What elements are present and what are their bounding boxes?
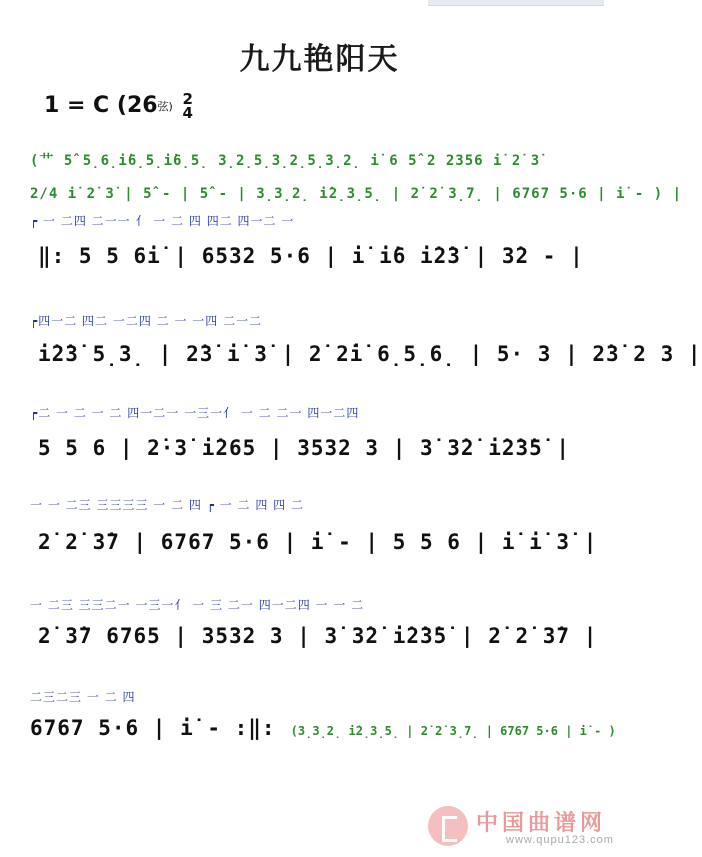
fingering-row-5: 一 二三 三三二一 一三一⺅ 一 三 二一 四一二四 一 一 二 — [30, 598, 365, 612]
strings-label: 弦) — [157, 100, 173, 113]
notes-row-2: i̇2̇3̇ 5̣3̣ | 2̇3̇ i̇ 3̇ | 2̇ 2̇i̇ 6̣5̣6̣ | 5· 3 | 2̇3̇ 2 3 | — [38, 342, 702, 366]
notes-row-5: 2̇ 3̇7 6765 | 3532 3 | 3̇ 3̇2̇ i̇2̇3̇5̇ | 2̇ 2̇ 3̇7 | — [38, 624, 598, 648]
time-signature — [183, 92, 193, 120]
intro-line-1: (艹 5̂ 5̣6̣i̇6̣5̣i̇6̣5̣ 3̣2̣5̣3̣2̣5̣3̣2̣ i̇ 6 5̂ 2 2356 i̇ 2̇ 3̇ — [30, 153, 541, 169]
notes-row-3: 5 5 6 | 2̇·3̇ i̇265 | 3532 3 | 3̇ 3̇2̇ i̇2̇3̇5̇ | — [38, 436, 571, 460]
time-signature-bottom: 4 — [182, 104, 193, 122]
notes-row-6 — [30, 716, 616, 740]
key-signature-text: 1 = C — [44, 93, 110, 118]
page-title: 九九艳阳天 — [239, 42, 400, 77]
top-edge-bar — [428, 0, 604, 6]
watermark-name: 中国曲谱网 — [476, 810, 607, 836]
notes-row-6-tail: (3̣3̣2̣ i̇2̣3̣5̣ | 2̇ 2̇ 3̣7̣ | 6767 5·6 | i̇ - ) — [290, 724, 616, 738]
site-watermark — [420, 800, 630, 848]
notes-row-4: 2̇ 2̇ 3̇7 | 6767 5·6 | i̇ - | 5 5 6 | i̇ i̇ 3̇ | — [38, 530, 598, 554]
key-signature — [44, 92, 193, 120]
strings-text: (26 — [116, 93, 158, 118]
fingering-row-3: ┍二 一 二 一 二 四一二一 一三一⺅ 一 二 二一 四一二四 — [30, 406, 360, 420]
fingering-row-2: ┍四一二 四二 一二四 二 一 一四 二一二 — [30, 314, 263, 328]
fingering-row-6: 二三二三 一 二 四 — [30, 690, 136, 704]
fingering-row-4: 一 一 二三 三三三三 一 二 四 ┍ 一 二 四 四 二 — [30, 498, 304, 512]
notes-row-6-main: 6767 5·6 | i̇ - :‖: — [30, 716, 276, 740]
watermark-url: www.qupu123.com — [506, 834, 614, 846]
intro-line-2: 2/4 i̇ 2̇ 3̇ | 5̂ - | 5̂ - | 3̣3̣2̣ i̇2̣3̣5̣ | 2̇ 2̇ 3̣7̣ | 6767 5·6 | i̇ - ) | — [30, 186, 683, 202]
notes-row-1: ‖: 5 5 6i̇ | 6532 5·6 | i̇ i̇6 i̇2̇3̇ | 3̇2 - | — [38, 244, 584, 268]
time-signature-top: 2 — [182, 90, 193, 108]
site-logo-icon — [428, 806, 468, 846]
fingering-row-1: ┍ 一 二四 二一一 ⺅ 一 二 四 四二 四一二 一 — [30, 214, 295, 228]
